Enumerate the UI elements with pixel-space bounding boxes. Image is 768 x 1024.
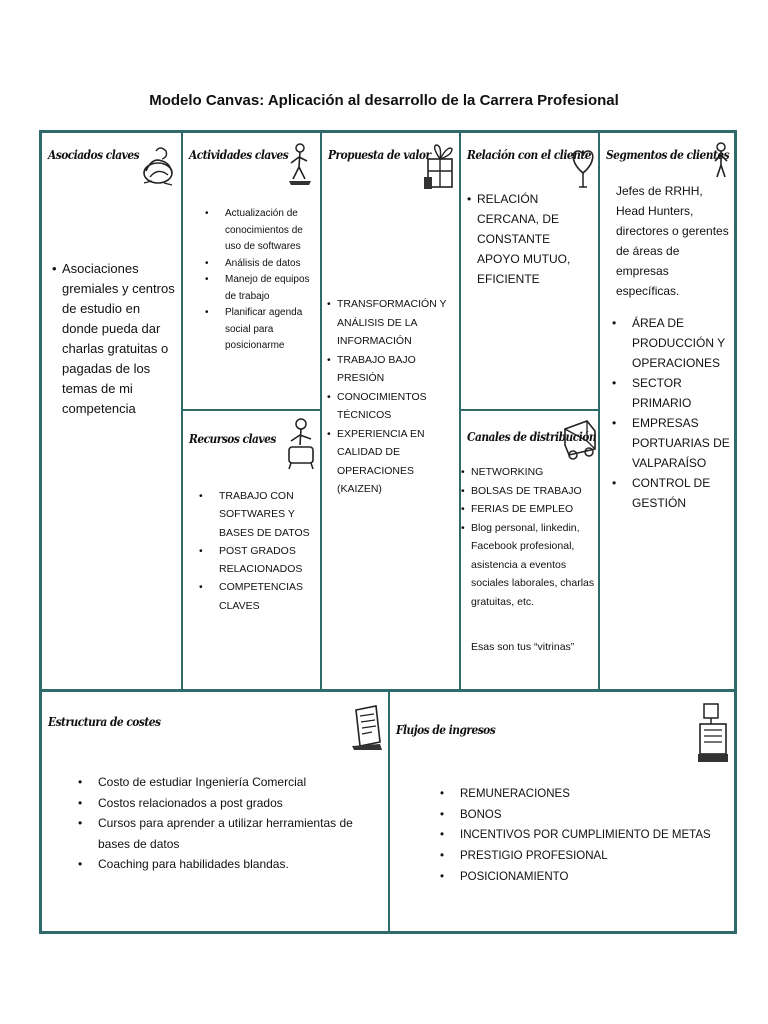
list-item: • PRESTIGIO PROFESIONAL [434, 846, 724, 867]
list-item: • Costo de estudiar Ingeniería Comercial [72, 772, 372, 793]
list-item: • Análisis de datos [199, 256, 311, 273]
list-item: • COMPETENCIAS CLAVES [193, 578, 317, 615]
list-item: • POST GRADOS RELACIONADOS [193, 542, 317, 579]
handshake-icon [138, 143, 178, 189]
section-heading: Recursos claves [189, 431, 276, 446]
list-item: • TRABAJO CON SOFTWARES Y BASES DE DATOS [193, 487, 317, 542]
section-recursos-claves [181, 411, 320, 689]
section-heading: Actividades claves [189, 147, 289, 162]
list-item: • Blog personal, linkedin, Facebook profesional, asistencia a eventos sociales laborales, charlas gratuitas, etc. [461, 519, 597, 612]
list-item: • TRANSFORMACIÓN Y ANÁLISIS DE LA INFORMACIÓN [327, 295, 459, 351]
list-item: • FERIAS DE EMPLEO [461, 500, 597, 519]
list-item: • Actualización de conocimientos de uso de softwares [199, 206, 311, 256]
section-relacion-con-el-cliente [459, 133, 598, 411]
recursos-list [193, 487, 317, 615]
section-heading: Canales de distribución [467, 429, 597, 444]
costes-list [72, 772, 372, 875]
section-propuesta-de-valor [320, 133, 459, 689]
list-item: • Cursos para aprender a utilizar herramientas de bases de datos [72, 813, 372, 854]
list-item: • Costos relacionados a post grados [72, 793, 372, 814]
page-title: Modelo Canvas: Aplicación al desarrollo de la Carrera Profesional [149, 92, 619, 109]
canales-list [461, 463, 597, 611]
canales-note: Esas son tus “vitrinas” [471, 641, 575, 653]
person-icon [712, 141, 730, 179]
cash-register-icon [696, 700, 730, 764]
list-item: • BONOS [434, 805, 724, 826]
section-heading: Flujos de ingresos [396, 722, 496, 737]
list-item: • Planificar agenda social para posicionarme [199, 305, 311, 355]
list-item: • BOLSAS DE TRABAJO [461, 482, 597, 501]
list-item: • RELACIÓN CERCANA, DE CONSTANTE APOYO MUTUO, EFICIENTE [467, 189, 593, 289]
list-item: • ÁREA DE PRODUCCIÓN Y OPERACIONES [606, 313, 734, 373]
person-at-desk-icon [285, 415, 317, 471]
heart-icon [569, 143, 597, 189]
section-heading: Segmentos de clientes [606, 147, 730, 162]
worker-icon [287, 141, 313, 187]
section-estructura-de-costes [42, 689, 388, 931]
ingresos-list [434, 784, 724, 888]
relacion-list [467, 189, 593, 289]
list-item: • EXPERIENCIA EN CALIDAD DE OPERACIONES (KAIZEN) [327, 425, 459, 499]
section-canales-de-distribucion [459, 411, 598, 689]
list-item: • EMPRESAS PORTUARIAS DE VALPARAÍSO [606, 413, 734, 473]
list-item: • Asociaciones gremiales y centros de estudio en donde pueda dar charlas gratuitas o pagadas de los temas de mi competencia [52, 259, 176, 419]
truck-icon [561, 415, 598, 461]
list-item: • CONOCIMIENTOS TÉCNICOS [327, 388, 459, 425]
section-heading: Asociados claves [48, 147, 140, 162]
section-actividades-claves [181, 133, 320, 411]
list-item: • Coaching para habilidades blandas. [72, 854, 372, 875]
section-flujos-de-ingresos [388, 689, 734, 931]
actividades-list [199, 206, 311, 355]
asociados-list [52, 259, 176, 419]
business-model-canvas [39, 130, 737, 934]
list-item: • TRABAJO BAJO PRESIÓN [327, 351, 459, 388]
section-heading: Relación con el cliente [467, 147, 591, 162]
segmentos-intro: Jefes de RRHH, Head Hunters, directores o gerentes de áreas de empresas específicas. [616, 184, 729, 298]
section-heading: Propuesta de valor [328, 147, 431, 162]
document-icon [350, 702, 384, 752]
propuesta-list [327, 295, 459, 499]
gift-icon [422, 141, 456, 191]
list-item: • SECTOR PRIMARIO [606, 373, 734, 413]
list-item: • INCENTIVOS POR CUMPLIMIENTO DE METAS [434, 825, 724, 846]
section-segmentos-de-clientes [598, 133, 734, 689]
list-item: • NETWORKING [461, 463, 597, 482]
list-item: • REMUNERACIONES [434, 784, 724, 805]
section-heading: Estructura de costes [48, 714, 161, 729]
list-item: • Manejo de equipos de trabajo [199, 272, 311, 305]
section-asociados-claves [42, 133, 181, 689]
list-item: • CONTROL DE GESTIÓN [606, 473, 734, 513]
list-item: • POSICIONAMIENTO [434, 867, 724, 888]
segmentos-list [606, 313, 734, 513]
